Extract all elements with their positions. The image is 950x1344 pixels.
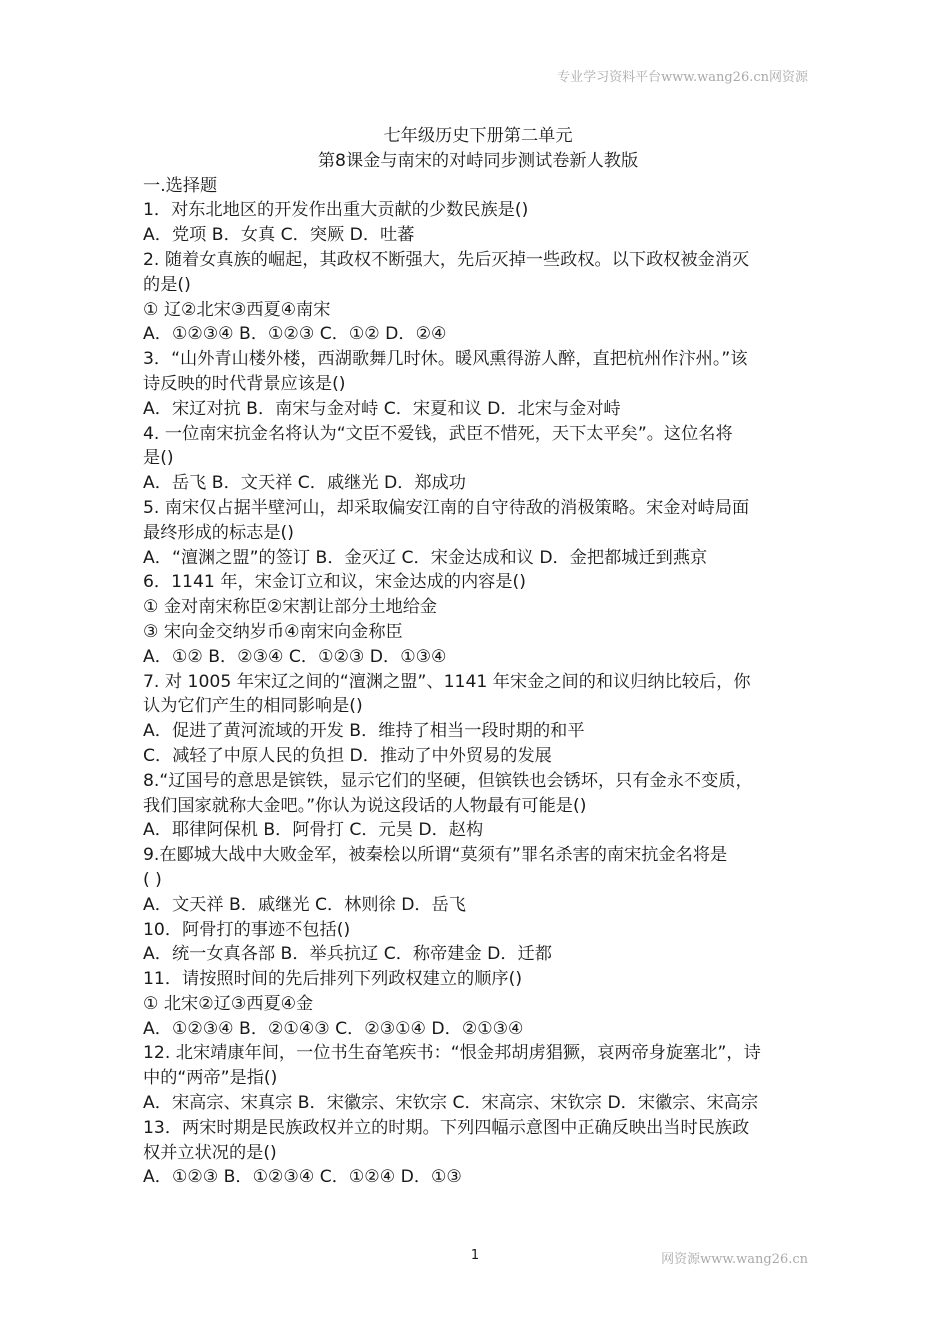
text-line: A．宋高宗、宋真宗 B．宋徽宗、宋钦宗 C．宋高宗、宋钦宗 D．宋徽宗、宋高宗 (143, 1093, 759, 1114)
document-title-line-2: 第8课金与南宋的对峙同步测试卷新人教版 (317, 150, 639, 171)
text-line: A．①②③④ B．①②③ C．①② D．②④ (143, 324, 447, 345)
text-line: A．耶律阿保机 B．阿骨打 C．元昊 D．赵构 (143, 820, 484, 841)
text-line: 7. 对 1005 年宋辽之间的“澶渊之盟”、1141 年宋金之间的和议归纳比较后，你 (143, 671, 751, 692)
text-line: 2. 随着女真族的崛起，其政权不断强大，先后灭掉一些政权。以下政权被金消灭 (143, 249, 750, 270)
text-line: 最终形成的标志是() (143, 522, 294, 543)
text-line: 诗反映的时代背景应该是() (143, 373, 346, 394)
text-line: A．促进了黄河流域的开发 B．维持了相当一段时期的和平 (143, 721, 585, 742)
text-line: 10．阿骨打的事迹不包括() (143, 919, 351, 940)
text-line: ① 辽②北宋③西夏④南宋 (143, 299, 331, 320)
text-line: A．①②③ B．①②③④ C．①②④ D．①③ (143, 1167, 462, 1188)
text-line: A．宋辽对抗 B．南宋与金对峙 C．宋夏和议 D．北宋与金对峙 (143, 398, 621, 419)
footer-watermark: 网资源www.wang26.cn (661, 1252, 808, 1267)
text-line: 4. 一位南宋抗金名将认为“文臣不爱钱，武臣不惜死，天下太平矣”。这位名将 (143, 423, 733, 444)
text-line: 中的“两帝”是指() (143, 1068, 278, 1089)
text-line: 认为它们产生的相同影响是() (143, 696, 363, 717)
text-line: A．①②③④ B．②①④③ C．②③①④ D．②①③④ (143, 1018, 524, 1039)
question-list (143, 198, 813, 1190)
text-line: ① 金对南宋称臣②宋割让部分土地给金 (143, 597, 438, 618)
text-line: 5. 南宋仅占据半壁河山，却采取偏安江南的自守待敌的消极策略。宋金对峙局面 (143, 497, 750, 518)
text-line: 的是() (143, 274, 191, 295)
text-line: 3．“山外青山楼外楼，西湖歌舞几时休。暖风熏得游人醉，直把杭州作汴州。”该 (143, 349, 748, 370)
text-line: 11．请按照时间的先后排列下列政权建立的顺序() (143, 969, 523, 990)
text-line: ( ) (143, 869, 162, 890)
text-line: 13．两宋时期是民族政权并立的时期。下列四幅示意图中正确反映出当时民族政 (143, 1117, 750, 1138)
text-line: A．文天祥 B．戚继光 C．林则徐 D．岳飞 (143, 894, 466, 915)
text-line: ① 北宋②辽③西夏④金 (143, 993, 314, 1014)
text-line: 8.“辽国号的意思是镔铁，显示它们的坚硬，但镔铁也会锈坏，只有金永不变质， (143, 770, 753, 791)
text-line: 我们国家就称大金吧。”你认为说这段话的人物最有可能是() (143, 795, 587, 816)
text-line: 1．对东北地区的开发作出重大贡献的少数民族是() (143, 200, 529, 221)
page-number: 1 (470, 1248, 480, 1263)
document-title-line-1: 七年级历史下册第二单元 (383, 126, 573, 146)
section-heading: 一.选择题 (143, 175, 218, 196)
text-line: A．岳飞 B．文天祥 C．戚继光 D．郑成功 (143, 473, 466, 494)
text-line: 12. 北宋靖康年间，一位书生奋笔疾书：“恨金邦胡虏猖獗，哀两帝身旋塞北”，诗 (143, 1043, 761, 1064)
text-line: ③ 宋向金交纳岁币④南宋向金称臣 (143, 621, 403, 642)
text-line: 权并立状况的是() (143, 1142, 277, 1163)
document-body (143, 124, 813, 1190)
text-line: 是() (143, 448, 174, 469)
text-line: 6．1141 年，宋金订立和议，宋金达成的内容是() (143, 572, 526, 593)
text-line: A．①② B．②③④ C．①②③ D．①③④ (143, 646, 447, 667)
text-line: C．减轻了中原人民的负担 D．推动了中外贸易的发展 (143, 745, 552, 766)
text-line: A．“澶渊之盟”的签订 B．金灭辽 C．宋金达成和议 D．金把都城迁到燕京 (143, 547, 708, 568)
text-line: A．统一女真各部 B．举兵抗辽 C．称帝建金 D．迁都 (143, 944, 552, 965)
text-line: 9.在郾城大战中大败金军，被秦桧以所谓“莫须有”罪名杀害的南宋抗金名将是 (143, 845, 728, 866)
text-line: A．党项 B．女真 C．突厥 D．吐蕃 (143, 225, 415, 246)
header-watermark: 专业学习资料平台www.wang26.cn网资源 (557, 70, 808, 85)
